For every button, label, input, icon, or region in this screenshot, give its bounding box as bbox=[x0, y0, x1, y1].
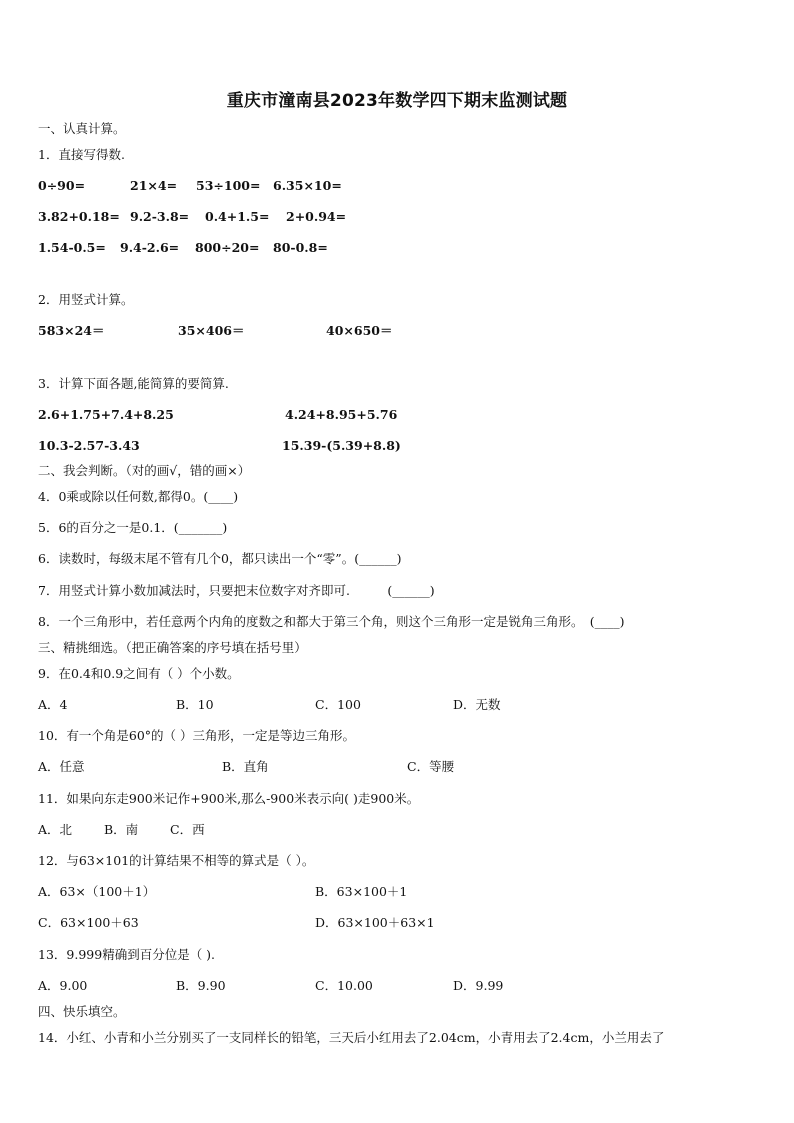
section-3-heading: 三、精挑细选。（把正确答案的序号填在括号里） bbox=[38, 640, 307, 655]
q2-expr: 35×406＝ bbox=[178, 323, 245, 338]
q11-option-a: A．北 bbox=[38, 822, 73, 837]
q1-expr: 53÷100= bbox=[196, 178, 261, 193]
section-4-heading: 四、快乐填空。 bbox=[38, 1004, 126, 1019]
q1-expr: 2+0.94= bbox=[286, 209, 347, 224]
q3-expr: 2.6+1.75+7.4+8.25 bbox=[38, 407, 174, 422]
q2-expr: 40×650＝ bbox=[326, 323, 393, 338]
question-1-label: 1．直接写得数. bbox=[38, 147, 125, 162]
q13-option-b: B．9.90 bbox=[176, 978, 226, 993]
q3-expr: 4.24+8.95+5.76 bbox=[285, 407, 398, 422]
q11-option-b: B．南 bbox=[104, 822, 139, 837]
q12-option-b: B．63×100＋1 bbox=[315, 884, 408, 899]
q10-option-b: B．直角 bbox=[222, 759, 269, 774]
q1-expr: 3.82+0.18= bbox=[38, 209, 120, 224]
question-6: 6．读数时，每级末尾不管有几个0，都只读出一个“零”。(______) bbox=[38, 551, 402, 566]
question-11: 11．如果向东走900米记作+900米,那么-900米表示向( )走900米。 bbox=[38, 791, 420, 806]
question-10: 10．有一个角是60°的（ ）三角形，一定是等边三角形。 bbox=[38, 728, 356, 743]
question-13: 13．9.999精确到百分位是（ ). bbox=[38, 947, 216, 962]
question-9: 9．在0.4和0.9之间有（ ）个小数。 bbox=[38, 666, 240, 681]
q1-expr: 0÷90= bbox=[38, 178, 86, 193]
q11-option-c: C．西 bbox=[170, 822, 205, 837]
q1-expr: 0.4+1.5= bbox=[205, 209, 270, 224]
question-7: 7．用竖式计算小数加减法时，只要把末位数字对齐即可. (______) bbox=[38, 583, 435, 598]
question-3-label: 3．计算下面各题,能简算的要简算. bbox=[38, 376, 229, 391]
question-4: 4．0乘或除以任何数,都得0。(____) bbox=[38, 489, 239, 504]
q1-expr: 21×4= bbox=[130, 178, 178, 193]
section-1-heading: 一、认真计算。 bbox=[38, 121, 126, 136]
q10-option-c: C．等腰 bbox=[407, 759, 455, 774]
q12-option-c: C．63×100＋63 bbox=[38, 915, 139, 930]
q1-expr: 6.35×10= bbox=[273, 178, 342, 193]
section-2-heading: 二、我会判断。（对的画√，错的画×） bbox=[38, 463, 251, 478]
q9-option-a: A．4 bbox=[38, 697, 68, 712]
q13-option-c: C．10.00 bbox=[315, 978, 373, 993]
q3-expr: 10.3-2.57-3.43 bbox=[38, 438, 140, 453]
q1-expr: 1.54-0.5= bbox=[38, 240, 106, 255]
q1-expr: 80-0.8= bbox=[273, 240, 328, 255]
q9-option-b: B．10 bbox=[176, 697, 214, 712]
q1-expr: 800÷20= bbox=[195, 240, 260, 255]
question-5: 5．6的百分之一是0.1．(_______) bbox=[38, 520, 228, 535]
q13-option-a: A．9.00 bbox=[38, 978, 88, 993]
question-12: 12．与63×101的计算结果不相等的算式是（ ）。 bbox=[38, 853, 315, 868]
q1-expr: 9.2-3.8= bbox=[130, 209, 190, 224]
q3-expr: 15.39-(5.39+8.8) bbox=[282, 438, 401, 453]
question-14: 14．小红、小青和小兰分别买了一支同样长的铅笔，三天后小红用去了2.04cm，小青用去了2.4cm，小兰用去了 bbox=[38, 1030, 665, 1045]
q12-option-a: A．63×（100＋1） bbox=[38, 884, 156, 899]
q9-option-c: C．100 bbox=[315, 697, 361, 712]
q9-option-d: D．无数 bbox=[453, 697, 501, 712]
question-8: 8．一个三角形中，若任意两个内角的度数之和都大于第三个角，则这个三角形一定是锐角三角形。 (____) bbox=[38, 614, 625, 629]
question-2-label: 2．用竖式计算。 bbox=[38, 292, 134, 307]
page-title: 重庆市潼南县2023年数学四下期末监测试题 bbox=[226, 91, 568, 111]
q12-option-d: D．63×100＋63×1 bbox=[315, 915, 435, 930]
q2-expr: 583×24＝ bbox=[38, 323, 105, 338]
q1-expr: 9.4-2.6= bbox=[120, 240, 180, 255]
q10-option-a: A．任意 bbox=[38, 759, 85, 774]
q13-option-d: D．9.99 bbox=[453, 978, 504, 993]
